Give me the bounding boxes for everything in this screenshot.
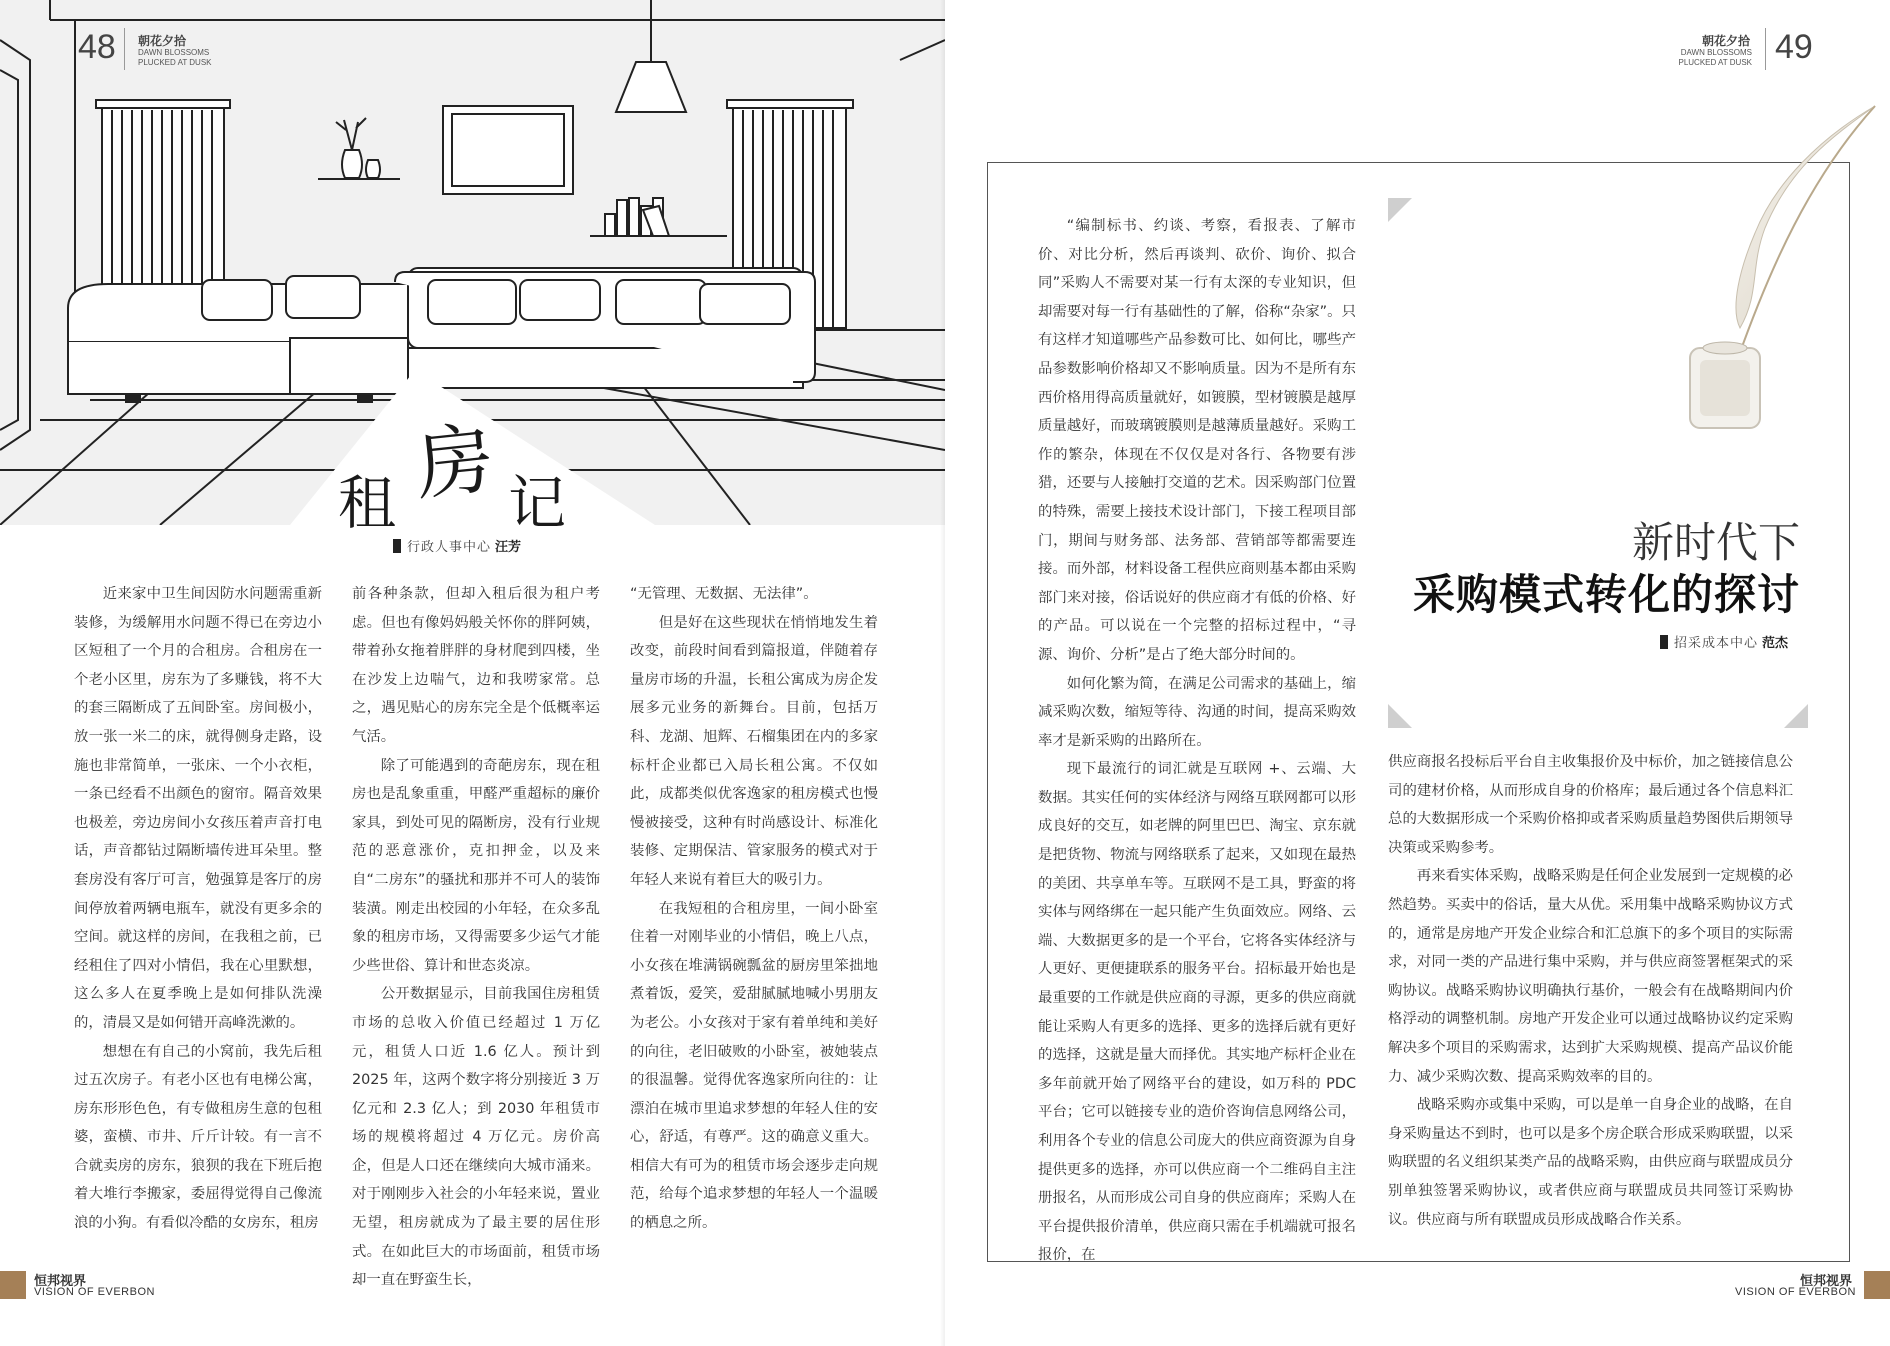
paragraph: 现下最流行的词汇就是互联网 +、云端、大数据。其实任何的实体经济与网络互联网都可以形成良好的交互，如老牌的阿里巴巴、淘宝、京东就是把货物、物流与网络联系了起来，又如现在最热的美团、共享单车等。互联网不是工具，野蛮的将实体与网络绑在一起只能产生负面效应。网络、云端、大数据更多的是一个平台，它将各实体经济与人更好、更便捷联系的服务平台。招标最开始也是最重要的工作就是供应商的寻源，更多的供应商就能让采购人有更多的选择、更多的选择后就有更好的选择，这就是量大而择优。其实地产标杆企业在多年前就开始了网络平台的建设，如万科的 PDC 平台；它可以链接专业的造价咨询信息网络公司，利用各个专业的信息公司庞大的供应商资源为自身提供更多的选择，亦可以供应商一个二维码自主注册报名，从而形成公司自身的供应商库；采购人在平台提供报价清单，供应商只需在手机端就可报名报价，在 bbox=[1038, 761, 1356, 1264]
quill-inkwell-illustration bbox=[1590, 98, 1890, 458]
byline-author: 范杰 bbox=[1762, 636, 1789, 651]
byline-marker bbox=[393, 539, 401, 553]
paragraph: “编制标书、约谈、考察，看报表、了解市价、对比分析，然后再谈判、砍价、询价、拟合同”采购人不需要对某一行有太深的专业知识，但却需要对每一行有基础性的了解，俗称“杂家”。只有这样才知道哪些产品参数可比、如何比，哪些产品参数影响价格却又不影响质量。因为不是所有东西价格用得高质量就好，如镀膜，型材镀膜是越厚质量越好，而玻璃镀膜则是越薄质量越好。采购工作的繁杂，体现在不仅仅是对各行、各物要有涉猎，还要与人接触打交道的艺术。因采购部门位置的特殊，需要上接技术设计部门，下接工程项目部门，期间与财务部、法务部、营销部等都需要连接。而外部，材料设备工程供应商则基本都由采购部门来对接，俗话说好的供应商才有低的价格、好的产品。可以说在一个完整的招标过程中，“寻源、询价、分析”是占了绝大部分时间的。 bbox=[1038, 218, 1356, 663]
paragraph: 除了可能遇到的奇葩房东，现在租房也是乱象重重，甲醛严重超标的廉价家具，到处可见的隔断房，没有行业规范的恶意涨价，克扣押金，以及来自“二房东”的骚扰和那并不可人的装饰装潢。刚走出校园的小年轻，在众多乱象的租房市场，又得需要多少运气才能少些世俗、算计和世态炎凉。 bbox=[352, 757, 600, 974]
article-title-line-2: 采购模式转化的探讨 bbox=[1412, 570, 1800, 619]
paragraph: 如何化繁为简，在满足公司需求的基础上，缩减采购次数，缩短等待、沟通的时间，提高采购效率才是新采购的出路所在。 bbox=[1038, 675, 1356, 749]
right-col-2 bbox=[1388, 748, 1793, 1234]
footer-color-block bbox=[0, 1271, 26, 1299]
title-char-3: 记 bbox=[508, 469, 567, 537]
paragraph: 但是好在这些现状在悄悄地发生着改变，前段时间看到篇报道，伴随着存量房市场的升温，长租公寓成为房企发展多元业务的新舞台。目前，包括万科、龙湖、旭辉、石榴集团在内的多家标杆企业都已入局长租公寓。不仅如此，成都类似优客逸家的租房模式也慢慢被接受，这种有时尚感设计、标准化装修、定期保洁、管家服务的模式对于年轻人来说有着巨大的吸引力。 bbox=[630, 614, 878, 888]
paragraph: 公开数据显示，目前我国住房租赁市场的总收入价值已经超过 1 万亿元，租赁人口近 1.6 亿人。预计到 2025 年，这两个数字将分别接近 3 万亿元和 2.3 亿人；到 2030 年租赁市场的规模将超过 4 万亿元。房价高企，但是人口还在继续向大城市涌来。对于刚刚步入社会的小年轻来说，置业无望，租房就成为了最主要的居住形式。在如此巨大的市场面前，租赁市场却一直在野蛮生长， bbox=[352, 986, 600, 1289]
page-number-right: 49 bbox=[1775, 28, 1813, 66]
paragraph: 再来看实体采购，战略采购是任何企业发展到一定规模的必然趋势。买卖中的俗话，量大从优。采用集中战略采购协议方式的，通常是房地产开发企业综合和汇总旗下的多个项目的实际需求，对同一类的产品进行集中采购，并与供应商签署框架式的采购协议。战略采购协议明确执行基价，一般会有在战略期间内价格浮动的调整机制。房地产开发企业可以通过战略协议约定采购解决多个项目的采购需求，达到扩大采购规模、提高产品议价能力、减少采购次数、提高采购效率的目的。 bbox=[1388, 868, 1793, 1085]
paragraph: “无管理、无数据、无法律”。 bbox=[630, 586, 818, 602]
header-section-en bbox=[138, 48, 238, 68]
header-section-en-right bbox=[1652, 48, 1752, 68]
footer-magazine-en: VISION OF EVERBON bbox=[34, 1286, 155, 1298]
byline-dept: 行政人事中心 bbox=[407, 540, 492, 555]
paragraph: 在我短租的合租房里，一间小卧室住着一对刚毕业的小情侣，晚上八点，小女孩在堆满锅碗瓢盆的厨房里笨拙地煮着饭，爱笑，爱甜腻腻地喊小男朋友为老公。小女孩对于家有着单纯和美好的向往，老旧破败的小卧室，被她装点的很温馨。觉得优客逸家所向往的：让漂泊在城市里追求梦想的年轻人住的安心，舒适，有尊严。这的确意义重大。相信大有可为的租赁市场会逐步走向规范，给每个追求梦想的年轻人一个温暖的栖息之所。 bbox=[630, 900, 878, 1232]
article-title-line-1: 新时代下 bbox=[1631, 518, 1800, 567]
paragraph: 想想在有自己的小窝前，我先后租过五次房子。有老小区也有电梯公寓，房东形形色色，有专做租房生意的包租婆，蛮横、市井、斤斤计较。有一言不合就卖房的房东，狼狈的我在下班后抱着大堆行李搬家，委屈得觉得自己像流浪的小狗。有看似冷酷的女房东，租房 bbox=[74, 1043, 322, 1232]
footer-magazine-cn: 恒邦视界 bbox=[34, 1274, 87, 1289]
header-en-line-1: DAWN BLOSSOMS bbox=[1680, 48, 1752, 57]
header-en-line-2: PLUCKED AT DUSK bbox=[138, 58, 212, 67]
byline-author: 汪芳 bbox=[495, 540, 522, 555]
header-en-line-1: DAWN BLOSSOMS bbox=[138, 48, 210, 57]
footer-color-block-right bbox=[1864, 1271, 1890, 1299]
header-divider bbox=[124, 28, 125, 70]
byline-dept: 招采成本中心 bbox=[1674, 636, 1759, 651]
footer-magazine-cn-right: 恒邦视界 bbox=[1800, 1274, 1853, 1289]
footer-magazine-en-right: VISION OF EVERBON bbox=[1735, 1286, 1856, 1298]
byline-right bbox=[1660, 632, 1788, 651]
page-number: 48 bbox=[78, 28, 116, 66]
header-divider-right bbox=[1765, 28, 1766, 70]
paragraph: 供应商报名投标后平台自主收集报价及中标价，加之链接信息公司的建材价格，从而形成自身的价格库；最后通过各个信息料汇总的大数据形成一个采购价格抑或者采购质量趋势图供后期领导决策或采购参考。 bbox=[1388, 754, 1793, 856]
paragraph: 前各种条款，但却入租后很为租户考虑。但也有像妈妈般关怀你的胖阿姨，带着孙女拖着胖胖的身材爬到四楼，坐在沙发上边喘气，边和我唠家常。总之，遇见贴心的房东完全是个低概率运气活。 bbox=[352, 586, 600, 745]
left-col-1 bbox=[74, 580, 322, 1238]
header-en-line-2: PLUCKED AT DUSK bbox=[1678, 58, 1752, 67]
paragraph: 近来家中卫生间因防水问题需重新装修，为缓解用水问题不得已在旁边小区短租了一个月的合租房。合租房在一个老小区里，房东为了多赚钱，将不大的套三隔断成了五间卧室。房间极小，放一张一米二的床，就得侧身走路，设施也非常简单，一张床、一个小衣柜，一条已经看不出颜色的窗帘。隔音效果也极差，旁边房间小女孩压着声音打电话，声音都钻过隔断墙传进耳朵里。整套房没有客厅可言，勉强算是客厅的房间停放着两辆电瓶车，就没有更多余的空间。就这样的房间，在我租之前，已经租住了四对小情侣，我在心里默想，这么多人在夏季晚上是如何排队洗澡的，清晨又是如何错开高峰洗漱的。 bbox=[74, 586, 322, 1031]
header-section-cn-right: 朝花夕拾 bbox=[1702, 34, 1751, 48]
byline bbox=[393, 536, 521, 555]
header-section-cn: 朝花夕拾 bbox=[138, 34, 187, 48]
byline-marker bbox=[1660, 635, 1668, 649]
left-col-2 bbox=[352, 580, 600, 1295]
title-char-1: 租 bbox=[338, 469, 397, 537]
paragraph: 战略采购亦或集中采购，可以是单一自身企业的战略，在自身采购量达不到时，也可以是多个房企联合形成采购联盟，以采购联盟的名义组织某类产品的战略采购，由供应商与联盟成员分别单独签署采购协议，或者供应商与联盟成员共同签订采购协议。供应商与所有联盟成员形成战略合作关系。 bbox=[1388, 1097, 1793, 1228]
title-char-2: 房 bbox=[411, 414, 499, 512]
right-col-1 bbox=[1038, 212, 1356, 1270]
left-col-3 bbox=[630, 580, 878, 1238]
